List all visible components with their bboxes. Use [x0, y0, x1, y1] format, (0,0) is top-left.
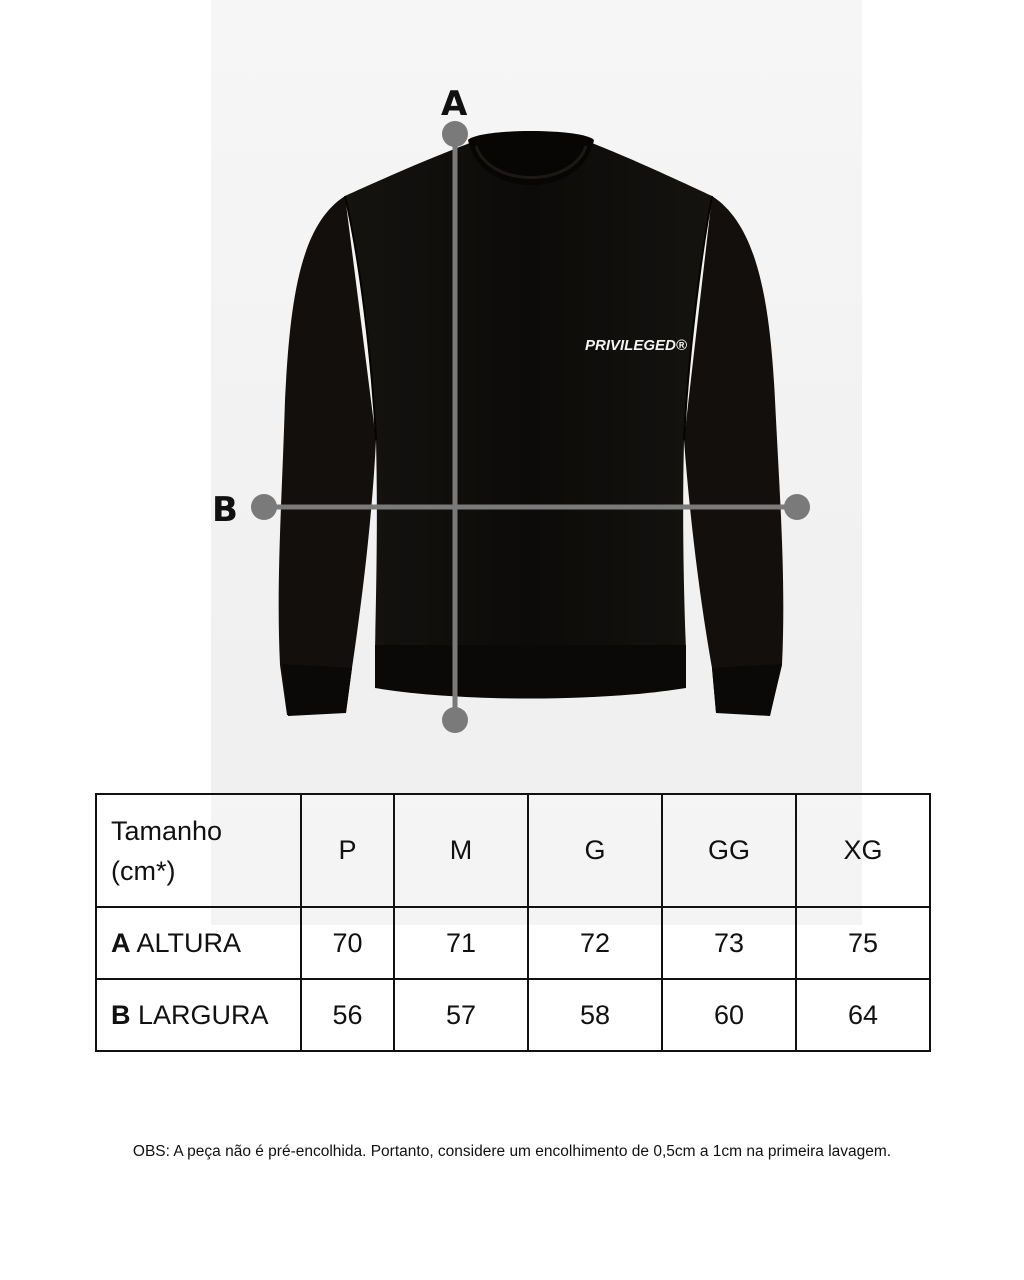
table-cell: 64: [796, 979, 930, 1051]
table-row-altura: [96, 907, 930, 979]
table-cell: 58: [528, 979, 662, 1051]
row-name-largura: LARGURA: [138, 1000, 269, 1030]
size-header-p: P: [301, 794, 394, 907]
size-header-m: M: [394, 794, 528, 907]
row-label-largura: [96, 979, 301, 1051]
table-cell: 71: [394, 907, 528, 979]
table-cell: 57: [394, 979, 528, 1051]
sweatshirt-image: [279, 131, 784, 716]
table-header-row: [96, 794, 930, 907]
size-header-g: G: [528, 794, 662, 907]
table-cell: 75: [796, 907, 930, 979]
size-header-xg: XG: [796, 794, 930, 907]
shrinkage-note: OBS: A peça não é pré-encolhida. Portanto, considere um encolhimento de 0,5cm a 1cm na primeira lavagem.: [132, 1143, 892, 1160]
size-header-line2: (cm*): [111, 855, 176, 886]
measure-label-b: B: [212, 490, 238, 530]
table-cell: 60: [662, 979, 796, 1051]
row-letter-a: A: [111, 928, 131, 958]
size-header-gg: GG: [662, 794, 796, 907]
table-cell: 72: [528, 907, 662, 979]
size-header-line1: Tamanho: [111, 815, 223, 846]
table-cell: 73: [662, 907, 796, 979]
table-cell: 70: [301, 907, 394, 979]
table-cell: 56: [301, 979, 394, 1051]
table-row-largura: [96, 979, 930, 1051]
measure-point-b-right: [784, 494, 810, 520]
measure-point-a-bottom: [442, 707, 468, 733]
brand-print: PRIVILEGED®: [585, 337, 687, 354]
measure-point-a-top: [442, 121, 468, 147]
row-letter-b: B: [111, 1000, 131, 1030]
row-name-altura: ALTURA: [136, 928, 242, 958]
size-header-label: [96, 794, 301, 907]
measure-label-a: A: [441, 84, 468, 124]
measure-point-b-left: [251, 494, 277, 520]
row-label-altura: [96, 907, 301, 979]
size-chart-table: [95, 793, 931, 1052]
